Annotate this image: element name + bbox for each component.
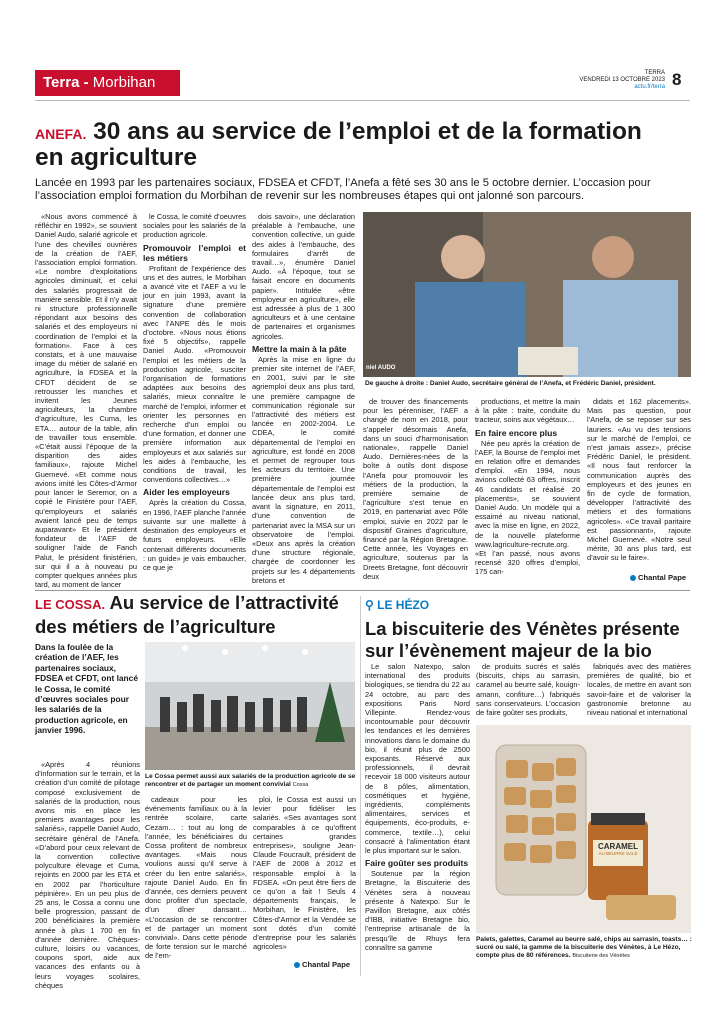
bio-col1-text-b: Soutenue par la région Bretagne, la Biscuiterie des Vénètes sera à nouveau présente à Natexpo. Sur le Pavillon Bretagne, aux côtés d’IBB, initiative Bretagne bio, l’entreprise artisanale de la presqu’île de Rhuys fera connaître sa gamme — [365, 869, 470, 952]
cossa-photo-caption — [145, 773, 357, 789]
lead-col2-subhead-1: Promouvoir l’emploi et les métiers — [143, 242, 246, 263]
lead-photo-label: niel AUDO — [366, 365, 396, 371]
lead-col5-text-a: productions, et mettre la main à la pâte : traite, conduite du tracteur, soins aux végétaux… — [475, 397, 580, 425]
bio-col3-text: fabriqués avec des matières premières de qualité, bio et locales, de mettre en avant son savoir-faire et de valoriser la gastronomie bretonne au niveau national et international — [587, 662, 691, 718]
bio-photo-illustration — [476, 725, 691, 933]
lead-col3-subhead: Mettre la main à la pâte — [252, 343, 347, 354]
bio-column-3 — [587, 662, 691, 722]
lead-col2-subhead-2: Aider les employeurs — [143, 487, 230, 498]
section-name: Terra — [43, 74, 80, 91]
bio-column-1 — [365, 662, 470, 972]
jar-label-sub: AU BEURRE SALÉ — [598, 851, 638, 856]
lead-column-2 — [143, 212, 246, 584]
bio-title-line2: sur l’évènement majeur de la bio — [365, 640, 652, 661]
lead-col5-subhead: En faire encore plus — [475, 427, 558, 438]
bio-kicker: LE HÉZO — [377, 598, 430, 612]
bio-title-line1: La biscuiterie des Vénètes présente — [365, 618, 680, 639]
bio-photo-caption — [476, 936, 694, 960]
cossa-signature — [294, 960, 350, 969]
lead-col2-text-a: le Cossa, le comité d’oeuvres sociales pour les salariés de la production agricole. — [143, 212, 246, 240]
cossa-col3-text: ploi, le Cossa est aussi un levier pour fidéliser les salariés. «Ses avantages sont comparables à ce qu’offrent certaines grandes entreprises», souligne Jean-Claude Foucrault, président de l’AEF de 2008 à 2012 et responsable emploi à la FDSEA. «On peut être fiers de ce qu’on a fait ! Seuls 4 départements français, le Morbihan, le Finistère, les Côtes-d’Armor et la Vendée se sont dotés d’un comité d’entreprise pour les salariés agricoles» — [253, 795, 356, 952]
cossa-title-line2: des métiers de l’agriculture — [35, 616, 276, 637]
lead-col5-text-b: Née peu après la création de l’AEF, la Bourse de l’emploi met en relation offre et demandes d’emploi. «En 1994, nous avions collecté 63 offres, inscrit 46 candidats et réalisé 20 placements», se souvient Daniel Audo. Un modèle qui a essaimé au niveau national, avec la mise en ligne, en 2022, de la nouvelle plateforme www.lagriculture-recrute.org. «Et l’an passé, nous avons recensé 320 offres d’emploi, 175 can- — [475, 438, 580, 577]
jar-label-top: CARAMEL — [598, 842, 638, 851]
signature-dot-icon — [294, 962, 300, 968]
section-region: Morbihan — [92, 74, 156, 91]
cossa-title-line1: Au service de l’attractivité — [109, 592, 339, 613]
masthead-info — [560, 70, 665, 91]
page-number: 8 — [672, 70, 682, 89]
lead-kicker: ANEFA. — [35, 126, 87, 142]
jar-label — [593, 842, 643, 856]
bio-col1-subhead: Faire goûter ses produits — [365, 858, 469, 869]
lead-col6-text: didats et 162 placements». Mais pas question, pour l’Anefa, de se reposer sur ses lauriers. «Au vu des tensions sur le marché de l’emploi, ce n’est jamais assez», précise Frédéric Daniel, le président. «Il nous faut renforcer la communication auprès des employeurs et des jeunes en fin de cycle de formation, développer l’attractivité des métiers et des formations agricoles». «Ce travail paritaire est passionnant», rajoute Michel Guernevé. «Notre seul mérite, 30 ans plus tard, est d’avoir su le faire». — [587, 397, 691, 563]
signature-dot-icon — [630, 575, 636, 581]
lead-headline — [35, 120, 695, 170]
lead-signature-name: Chantal Pape — [638, 573, 687, 582]
cossa-intro: Dans la foulée de la création de l’AEF, les partenaires sociaux, FDSEA et CFDT, ont lancé le Cossa, le comité d’œuvres sociales pour les salariés de la production agricole, en janvier 1996. — [35, 642, 138, 736]
site-url: actu.fr/terra — [634, 84, 665, 90]
location-pin-icon: ⚲ — [365, 598, 374, 612]
bio-caption-text: Palets, galettes, Caramel au beurre salé, chips au sarrasin, toasts… : sucré ou salé, la gamme de la biscuiterie des Vénètes, à Le Hézo, compte plus de 80 références. — [476, 936, 692, 959]
lead-column-6 — [587, 397, 691, 567]
lead-column-4 — [363, 397, 468, 584]
cossa-caption-text: Le Cossa permet aussi aux salariés de la production agricole de se rencontrer et de partager un moment convivial — [145, 773, 356, 788]
cossa-col2-text: cadeaux pour les événements familiaux ou à la rentrée scolaire, carte Cezam… : tout au long de l’année, les bénéficiaires du Cossa profitent de nombreux avantages. «Mais nous voulions aussi qu’il serve à créer du lien entre salariés», rajoute Daniel Audo. En fin d’année, ces derniers peuvent donc profiter d’un spectacle, d’un dîner dansant… «L’occasion de se rencontrer et de partager un moment convivial». Dans cette période de forte tension sur le marché de l’em- — [145, 795, 247, 961]
lead-photo — [363, 212, 691, 377]
lead-column-5 — [475, 397, 580, 584]
cossa-column-1 — [35, 760, 140, 990]
cossa-headline — [35, 592, 355, 638]
lead-intro: Lancée en 1993 par les partenaires sociaux, FDSEA et CFDT, l’Anefa a fêté ses 30 ans le 5 octobre dernier. L’occasion pour l’association emploi formation du Morbihan de revenir sur les nombreuses étapes qui ont jalonné son parcours. — [35, 177, 651, 202]
issue-date: VENDREDI 13 OCTOBRE 2023 — [579, 77, 665, 83]
bio-column-2 — [476, 662, 580, 722]
lead-col1-text: «Nous avons commencé à réfléchir en 1992», se souvient Daniel Audo, salarié agricole et l’une des chevilles ouvrières de la création de l’AEF, l’association emploi formation. «Le nombre d’exploitations agricoles diminuait, et celui des salariés progressait de manière sensible. Et il n’y avait ni structure professionnelle répondant aux besoins des salariés et des employeurs ni coordination de l’emploi et la formation». Face à ces constats, et à une mauvaise image du métier de salarié en agriculture, la FDSEA et la CFDT décident de se retrousser les manches et invitent les Jeunes agriculteurs, la chambre d’agriculture, les Cuma, les ETA… autour de la table, afin de travailler tous ensemble. «C’était aussi l’époque de la disparition des aides familiaux», rajoute Michel Guernevé. «Et comme nous avions imité les Côtes-d’Armor pour lancer le Seremor, on a copié le Finistère pour l’AEF, qu’employeurs et salariés avaient lancé peu de temps auparavant» Et le président fondateur de l’AEF de souligner l’aide de Fanch Palut, le président finistérien, sur qui il a à nouveau pu compter quelques années plus tard, au moment de lancer — [35, 212, 137, 590]
cossa-photo-illustration — [145, 642, 355, 770]
cossa-photo — [145, 642, 355, 770]
lead-photo-caption: De gauche à droite : Daniel Audo, secrétaire général de l’Anefa, et Frédéric Daniel, président. — [365, 380, 656, 387]
lead-column-3 — [252, 212, 355, 584]
bio-photo — [476, 725, 691, 933]
lead-col3-text-b: Après la mise en ligne du premier site internet de l’AEF, en 2001, suivi par le site agriemploi deux ans plus tard, une première campagne de communication régionale sur l’attractivité des métiers est lancée en 2002-2004. Le CDEA, le comité départemental de l’emploi en agriculture, est fondé en 2008 et permet de regrouper tous les acteurs du territoire. Une première journée départementale de l’emploi est lancée deux ans plus tard, avant la signature, en 2011, d’une convention de partenariat avec la MSA sur un observatoire de l’emploi. «Deux ans après la création d’une structure régionale, chargée de coordonner les projets sur les 4 départements bretons et — [252, 354, 355, 585]
lead-column-1 — [35, 212, 137, 590]
cossa-signature-name: Chantal Pape — [302, 960, 351, 969]
header-rule — [35, 100, 690, 101]
section-divider — [35, 590, 690, 591]
cossa-photo-credit: Cossa — [292, 782, 309, 788]
cossa-col1-text: «Après 4 réunions d’information sur le terrain, et la création d’un comité de pilotage composé exclusivement de salariés de la production, nous avons mis en place les premiers avantages pour les salariés», rappelle Daniel Audo, secrétaire général de l’Anefa. «D’abord pour ceux relevant de la convention collective polyculture élevage et Cuma, rejoints en 2000 par les ETA et en 2002 par l’horticulture pépinière». En un peu plus de 25 ans, le Cossa a connu une belle progression, passant de 200 bénéficiaires la première année à plus 1 700 en fin d’année dernière. Chèques-culture, loisirs ou vacances, coupons sport, aide aux vacances des enfants ou à leurs voyages scolaires, chèques — [35, 760, 140, 990]
lead-photo-illustration — [363, 212, 691, 377]
section-header-bar — [35, 70, 180, 96]
bio-headline — [365, 618, 695, 662]
lead-col2-text-b: Profitant de l’expérience des uns et des autres, le Morbihan a avancé vite et l’AEF a vu le jour en juin 1993, avant la signature d’une première convention de collaboration avec l’ANPE dès le mois d’octobre. «Nous nous étions fixé 5 objectifs», rappelle Daniel Audo. «Promouvoir l’emploi et les métiers de la production agricole, susciter l’organisation de formations adaptées aux besoins des salariés, mieux connaître le marché de l’emploi, informer et orienter les personnes en recherche d’un emploi ou d’une formation, et donner une première information aux employeurs et aux salariés sur les aides à l’embauche, les conditions de travail, les conventions collectives…» — [143, 263, 246, 485]
bio-col2-text: de produits sucrés et salés (biscuits, chips au sarrasin, caramel au beurre salé, kouign-amann, confiture…) fabriqués sans conservateurs. L’occasion de faire goûter ses produits, — [476, 662, 580, 718]
lead-col4-text: de trouver des financements pour les pérenniser, l’AEF a changé de nom en 2018, pour s’appeler désormais Anefa, dans un souci d’harmonisation nationale», rappelle Daniel Audo. Dernières-nées de la boîte à outils dont dispose l’Anefa pour promouvoir les métiers de la production, la première semaine de l’agriculture s’est tenue en 2019, en partenariat avec Pôle emploi, suivie en 2022 par le dispositif Graines d’agriculture, financé par la Région Bretagne. Cette année, les Voyages en agriculture, soutenus par la Dreets Bretagne, font découvrir deux — [363, 397, 468, 581]
lead-title-line2: en agriculture — [35, 144, 198, 171]
lead-title-line1: 30 ans au service de l’emploi et de la formation — [93, 118, 642, 145]
bio-kicker-line — [365, 598, 429, 612]
lead-col2-text-c: Après la création du Cossa, en 1996, l’AEF planche l’année suivante sur une mallette à destination des employeurs et futurs employeurs. «Elle contenait différents documents : un guide» je vais embaucher, ce que je — [143, 498, 246, 572]
lead-signature — [630, 573, 686, 582]
bio-photo-credit: Biscuiterie des Vénètes — [572, 953, 630, 959]
cossa-column-3 — [253, 795, 356, 957]
lead-col3-text-a: dois savoir», une déclaration préalable à l’embauche, une convention collective, un guide des aides à l’embauche, des formulaires d’arrêt de travail…», énumère Daniel Audo. «À l’époque, tout se faisait encore en documents papier». Intitulée «être employeur en agriculture», elle est adressée à plus de 1 300 agriculteurs et à une centaine de partenaires et organismes agricoles. — [252, 212, 355, 341]
column-divider — [360, 596, 361, 976]
bio-col1-text: Le salon Natexpo, salon international des produits biologiques, se tiendra du 22 au 24 octobre, au parc des expositions Paris Nord Villepinte. Rendez-vous incontournable pour découvrir les tendances et les dernières innovations dans le domaine du bio, il réunit plus de 2500 exposants. Réservé aux professionnels, il devrait recevoir 18 000 visiteurs autour de 8 pôles, alimentation, cosmétiques et hygiène, ingrédients, compléments alimentaires, services et équipements, éco-produits, e-commerce, textile…), celui consacré à l’alimentation étant le plus important sur le salon. — [365, 662, 470, 856]
cossa-column-2 — [145, 795, 247, 970]
cossa-kicker: LE COSSA. — [35, 597, 106, 612]
section-separator: - — [79, 74, 93, 91]
masthead-name: TERRA — [644, 70, 665, 76]
